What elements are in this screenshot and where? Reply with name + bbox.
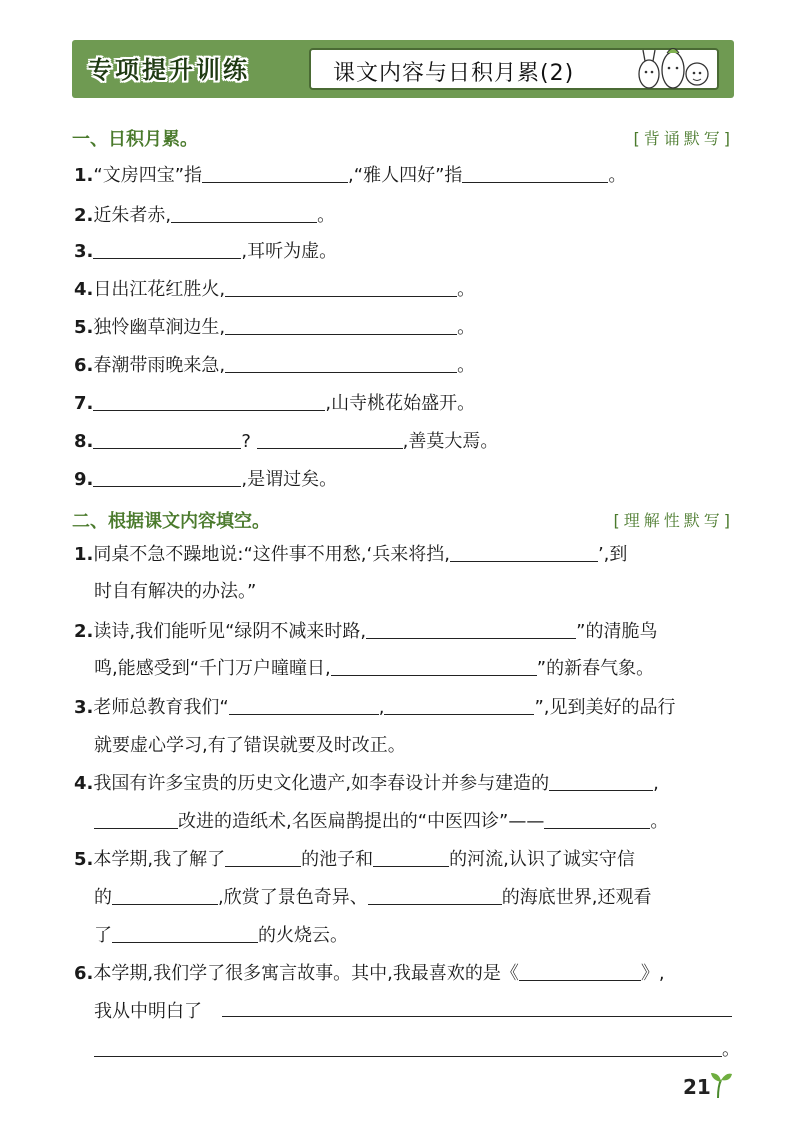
list-item: 9. ,是谓过矣。: [74, 469, 338, 490]
banner-subtitle: 课文内容与日积月累(2): [333, 61, 575, 86]
answer-blank[interactable]: [202, 164, 348, 183]
answer-blank[interactable]: [331, 657, 537, 676]
section-title: 二、根据课文内容填空。: [72, 511, 270, 532]
answer-blank[interactable]: [112, 924, 258, 943]
list-item: 4.日出江花红胜火, 。: [74, 279, 476, 300]
list-item-continued: 时自有解决的办法。”: [94, 581, 257, 602]
answer-blank[interactable]: [373, 848, 449, 867]
list-item-continued: 了 的火烧云。: [94, 925, 348, 946]
list-item: 3.老师总教育我们“ , ”,见到美好的品行: [74, 697, 676, 718]
answer-line[interactable]: [94, 1056, 722, 1057]
list-item-continued: 我从中明白了: [94, 1001, 202, 1022]
list-item-continued: 鸣,能感受到“千门万户曈曈日, ”的新春气象。: [94, 658, 655, 679]
answer-blank[interactable]: [94, 810, 178, 829]
answer-blank[interactable]: [225, 848, 301, 867]
list-item: 5.本学期,我了解了 的池子和 的河流,认识了诚实守信: [74, 849, 635, 870]
list-item: 2.读诗,我们能听见“绿阴不减来时路, ”的清脆鸟: [74, 621, 658, 642]
answer-blank[interactable]: [450, 543, 598, 562]
answer-blank[interactable]: [257, 430, 403, 449]
list-item: 1.同桌不急不躁地说:“这件事不用愁,‘兵来将挡, ’,到: [74, 544, 628, 565]
list-item: 6.春潮带雨晚来急, 。: [74, 355, 476, 376]
answer-blank[interactable]: [93, 430, 241, 449]
line-end-mark: 。: [722, 1039, 740, 1060]
list-item: 8. ? ,善莫大焉。: [74, 431, 499, 452]
banner-title: 专项提升训练: [88, 56, 250, 84]
list-item-continued: 改进的造纸术,名医扁鹊提出的“中医四诊”—— 。: [94, 810, 668, 834]
list-item-continued: 的 ,欣赏了景色奇异、 的海底世界,还观看: [94, 887, 652, 908]
list-item: 2.近朱者赤, 。: [74, 205, 336, 226]
subtitle-box: [309, 48, 719, 90]
answer-blank[interactable]: [93, 468, 241, 487]
list-item-continued: 就要虚心学习,有了错误就要及时改正。: [94, 735, 406, 756]
answer-blank[interactable]: [549, 772, 653, 791]
answer-blank[interactable]: [368, 886, 502, 905]
list-item: 4.我国有许多宝贵的历史文化遗产,如李春设计并参与建造的 ,: [74, 773, 659, 794]
answer-blank[interactable]: [384, 696, 534, 715]
section-tag: [理解性默写]: [613, 511, 734, 530]
answer-blank[interactable]: [225, 354, 457, 373]
answer-blank[interactable]: [112, 886, 218, 905]
answer-blank[interactable]: [171, 204, 317, 223]
answer-line[interactable]: [222, 1016, 732, 1017]
header-banner: [72, 40, 734, 98]
list-item: 5.独怜幽草涧边生, 。: [74, 317, 476, 338]
answer-blank[interactable]: [93, 240, 241, 259]
answer-blank[interactable]: [225, 316, 457, 335]
list-item: 1.“文房四宝”指 ,“雅人四好”指 。: [74, 165, 627, 186]
answer-blank[interactable]: [519, 962, 641, 981]
page-number: 21: [683, 1075, 711, 1099]
sprout-icon: [708, 1070, 734, 1100]
list-item: 6.本学期,我们学了很多寓言故事。其中,我最喜欢的是《 》,: [74, 963, 665, 984]
answer-blank[interactable]: [462, 164, 608, 183]
list-item: 3. ,耳听为虚。: [74, 241, 338, 262]
answer-blank[interactable]: [225, 278, 457, 297]
answer-blank[interactable]: [366, 620, 576, 639]
answer-blank[interactable]: [93, 392, 325, 411]
answer-blank[interactable]: [544, 810, 650, 829]
section-tag: [背诵默写]: [633, 129, 734, 148]
section-title: 一、日积月累。: [72, 129, 198, 150]
mascot-characters-icon: [635, 42, 711, 94]
list-item: 7. ,山寺桃花始盛开。: [74, 393, 476, 414]
answer-blank[interactable]: [229, 696, 379, 715]
